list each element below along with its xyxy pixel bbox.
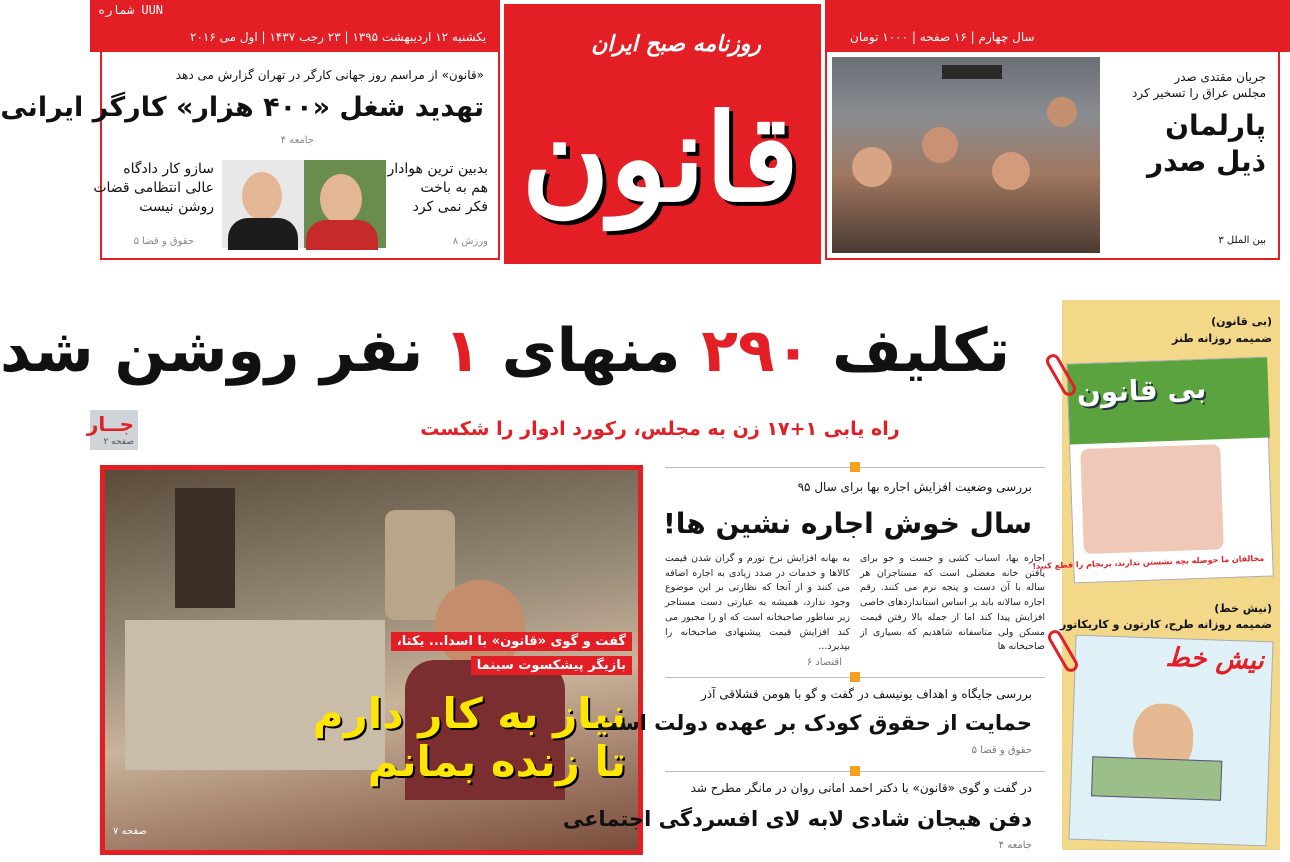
section-marker bbox=[850, 766, 860, 776]
supplement2-name: (نیش خط) bbox=[1214, 602, 1272, 615]
supplement1-name: (بی قانون) bbox=[1211, 315, 1272, 328]
iraq-kicker bbox=[1132, 70, 1266, 101]
iraq-kicker-line2: مجلس عراق را تسخیر کرد bbox=[1132, 85, 1266, 100]
sports-section: ورزش ۸ bbox=[452, 236, 488, 247]
date-line: یکشنبه ۱۲ اردیبهشت ۱۳۹۵ | ۲۳ رجب ۱۴۳۷ | اول می ۲۰۱۶ bbox=[190, 30, 487, 44]
sports-line3: فکر نمی کرد bbox=[412, 198, 488, 215]
rent-section: اقتصاد ۶ bbox=[806, 657, 842, 668]
labor-section: جامعه ۴ bbox=[280, 135, 314, 146]
sports-line2: هم به باخت bbox=[420, 179, 488, 196]
masthead-tagline: روزنامه صبح ایران bbox=[591, 32, 761, 57]
top-left-panel bbox=[0, 52, 500, 260]
newspaper-logo[interactable]: قانون bbox=[521, 88, 799, 229]
depression-section: جامعه ۴ bbox=[998, 840, 1032, 851]
interview-band1: گفت و گوی «قانون» با اسدا... یکتا، bbox=[391, 632, 632, 651]
depression-kicker: در گفت و گوی «قانون» با دکتر احمد امانی روان در مانگر مطرح شد bbox=[690, 781, 1032, 795]
court-section: حقوق و قضا ۵ bbox=[133, 236, 194, 247]
sports-photo bbox=[298, 160, 386, 248]
iraq-parliament-photo bbox=[832, 57, 1100, 253]
middle-articles bbox=[562, 455, 1050, 855]
main-headline-part1: تکلیف bbox=[832, 316, 1010, 386]
supplement1-desc: ضمیمه روزانه طنز bbox=[1172, 332, 1272, 345]
jar-title: جــار bbox=[86, 412, 134, 436]
jar-box[interactable] bbox=[86, 410, 138, 450]
sports-teaser[interactable] bbox=[298, 154, 488, 254]
main-headline-number1: ۲۹۰ bbox=[701, 316, 812, 386]
rent-body-col2: به بهانه افزایش نرخ تورم و گران شدن قیمت کالاها و خدمات در صدد زیادی به اجاره اضافه می کنند و از آنجا که نظارتی بر این موضوع وجود ندارد، همیشه به عبارتی دست مستاجر زیر ساطور صاحبخانه است که او را مجبور می کند افزایش قیمت پیشنهادی صاحبخانه را بپذیرد... bbox=[665, 553, 850, 653]
main-subheadline: راه یابی ۱+۱۷ زن به مجلس، رکورد ادوار را شکست bbox=[420, 418, 900, 440]
section-marker bbox=[850, 672, 860, 682]
court-photo bbox=[222, 160, 304, 248]
interview-quote-line1: نیاز به کار دارم bbox=[312, 689, 626, 738]
labor-kicker: «قانون» از مراسم روز جهانی کارگر در تهران گزارش می دهد bbox=[175, 68, 484, 82]
court-teaser[interactable] bbox=[93, 154, 304, 254]
main-headline[interactable] bbox=[0, 316, 1010, 386]
court-line2: عالی انتظامی قضات bbox=[93, 179, 214, 196]
supplement2-desc: ضمیمه روزانه طرح، کارتون و کاریکاتور bbox=[1059, 618, 1272, 631]
rent-body-col1: اجاره بها، اسباب کشی و جست و جو برای یافتن خانه معضلی است که مستاجران هر ساله با آن دست و پنجه نرم می کنند. رقم اجاره سالانه باید بر اساس استانداردهای خاصی افزایش پیدا کند اما از جمله بالا رفتن قیمت مسکن ولی متاسفانه شاهدیم که بسیاری از صاحبخانه ها bbox=[860, 553, 1045, 653]
interview-article[interactable] bbox=[100, 465, 643, 855]
issue-number: شماره UUN bbox=[98, 3, 164, 17]
top-right-panel bbox=[825, 52, 1280, 260]
interview-page: صفحه ۷ bbox=[113, 826, 147, 837]
court-line1: سازو کار دادگاه bbox=[123, 161, 214, 177]
dollar-bill bbox=[1091, 756, 1222, 801]
iraq-headline[interactable] bbox=[1147, 108, 1266, 181]
masthead bbox=[500, 0, 825, 268]
unicef-section: حقوق و قضا ۵ bbox=[971, 745, 1032, 756]
bi-ghanoon-caption: مخالفان ما حوصله بچه نشستن ندارند، برنجام را قطع کنید! bbox=[1032, 553, 1265, 571]
nish-khat-cover[interactable] bbox=[1068, 635, 1273, 847]
unicef-headline[interactable]: حمایت از حقوق کودک بر عهده دولت است bbox=[596, 711, 1032, 735]
bi-ghanoon-title: بی قانون bbox=[1076, 371, 1207, 410]
rent-kicker: بررسی وضعیت افزایش اجاره بها برای سال ۹۵ bbox=[797, 480, 1032, 494]
iraq-kicker-line1: جریان مقتدی صدر bbox=[1174, 70, 1266, 84]
iraq-section: بین الملل ۳ bbox=[1218, 235, 1266, 246]
year-line: سال چهارم | ۱۶ صفحه | ۱۰۰۰ تومان bbox=[850, 30, 1035, 44]
depression-headline[interactable]: دفن هیجان شادی لابه لای افسردگی اجتماعی bbox=[562, 807, 1032, 831]
sports-line1: بدبین ترین هوادار bbox=[387, 161, 488, 177]
baby-photo bbox=[1080, 444, 1224, 554]
iraq-headline-line2: ذیل صدر bbox=[1147, 145, 1266, 179]
court-line3: روشن نیست bbox=[139, 198, 214, 215]
interview-quote-line2: تا زنده بمانم bbox=[367, 737, 626, 787]
main-headline-part2: منهای bbox=[501, 316, 681, 386]
nish-khat-title: نیش خط bbox=[1165, 642, 1265, 677]
unicef-kicker: بررسی جایگاه و اهداف یونیسف در گفت و گو با هومن قشلاقی آذر bbox=[700, 687, 1032, 701]
rent-headline[interactable]: سال خوش اجاره نشین ها! bbox=[663, 507, 1032, 540]
interview-quote bbox=[313, 690, 626, 787]
jar-page: صفحه ۲ bbox=[103, 437, 134, 447]
main-headline-number2: ۱ bbox=[444, 316, 481, 386]
section-marker bbox=[850, 462, 860, 472]
interview-band2: بازیگر پیشکسوت سینما bbox=[471, 656, 632, 675]
labor-headline[interactable]: تهدید شغل «۴۰۰ هزار» کارگر ایرانی bbox=[0, 92, 484, 123]
supplements-column bbox=[1032, 300, 1280, 850]
main-headline-part3: نفر روشن شد bbox=[0, 316, 424, 386]
bi-ghanoon-cover[interactable] bbox=[1032, 357, 1274, 584]
iraq-headline-line1: پارلمان bbox=[1165, 109, 1266, 142]
